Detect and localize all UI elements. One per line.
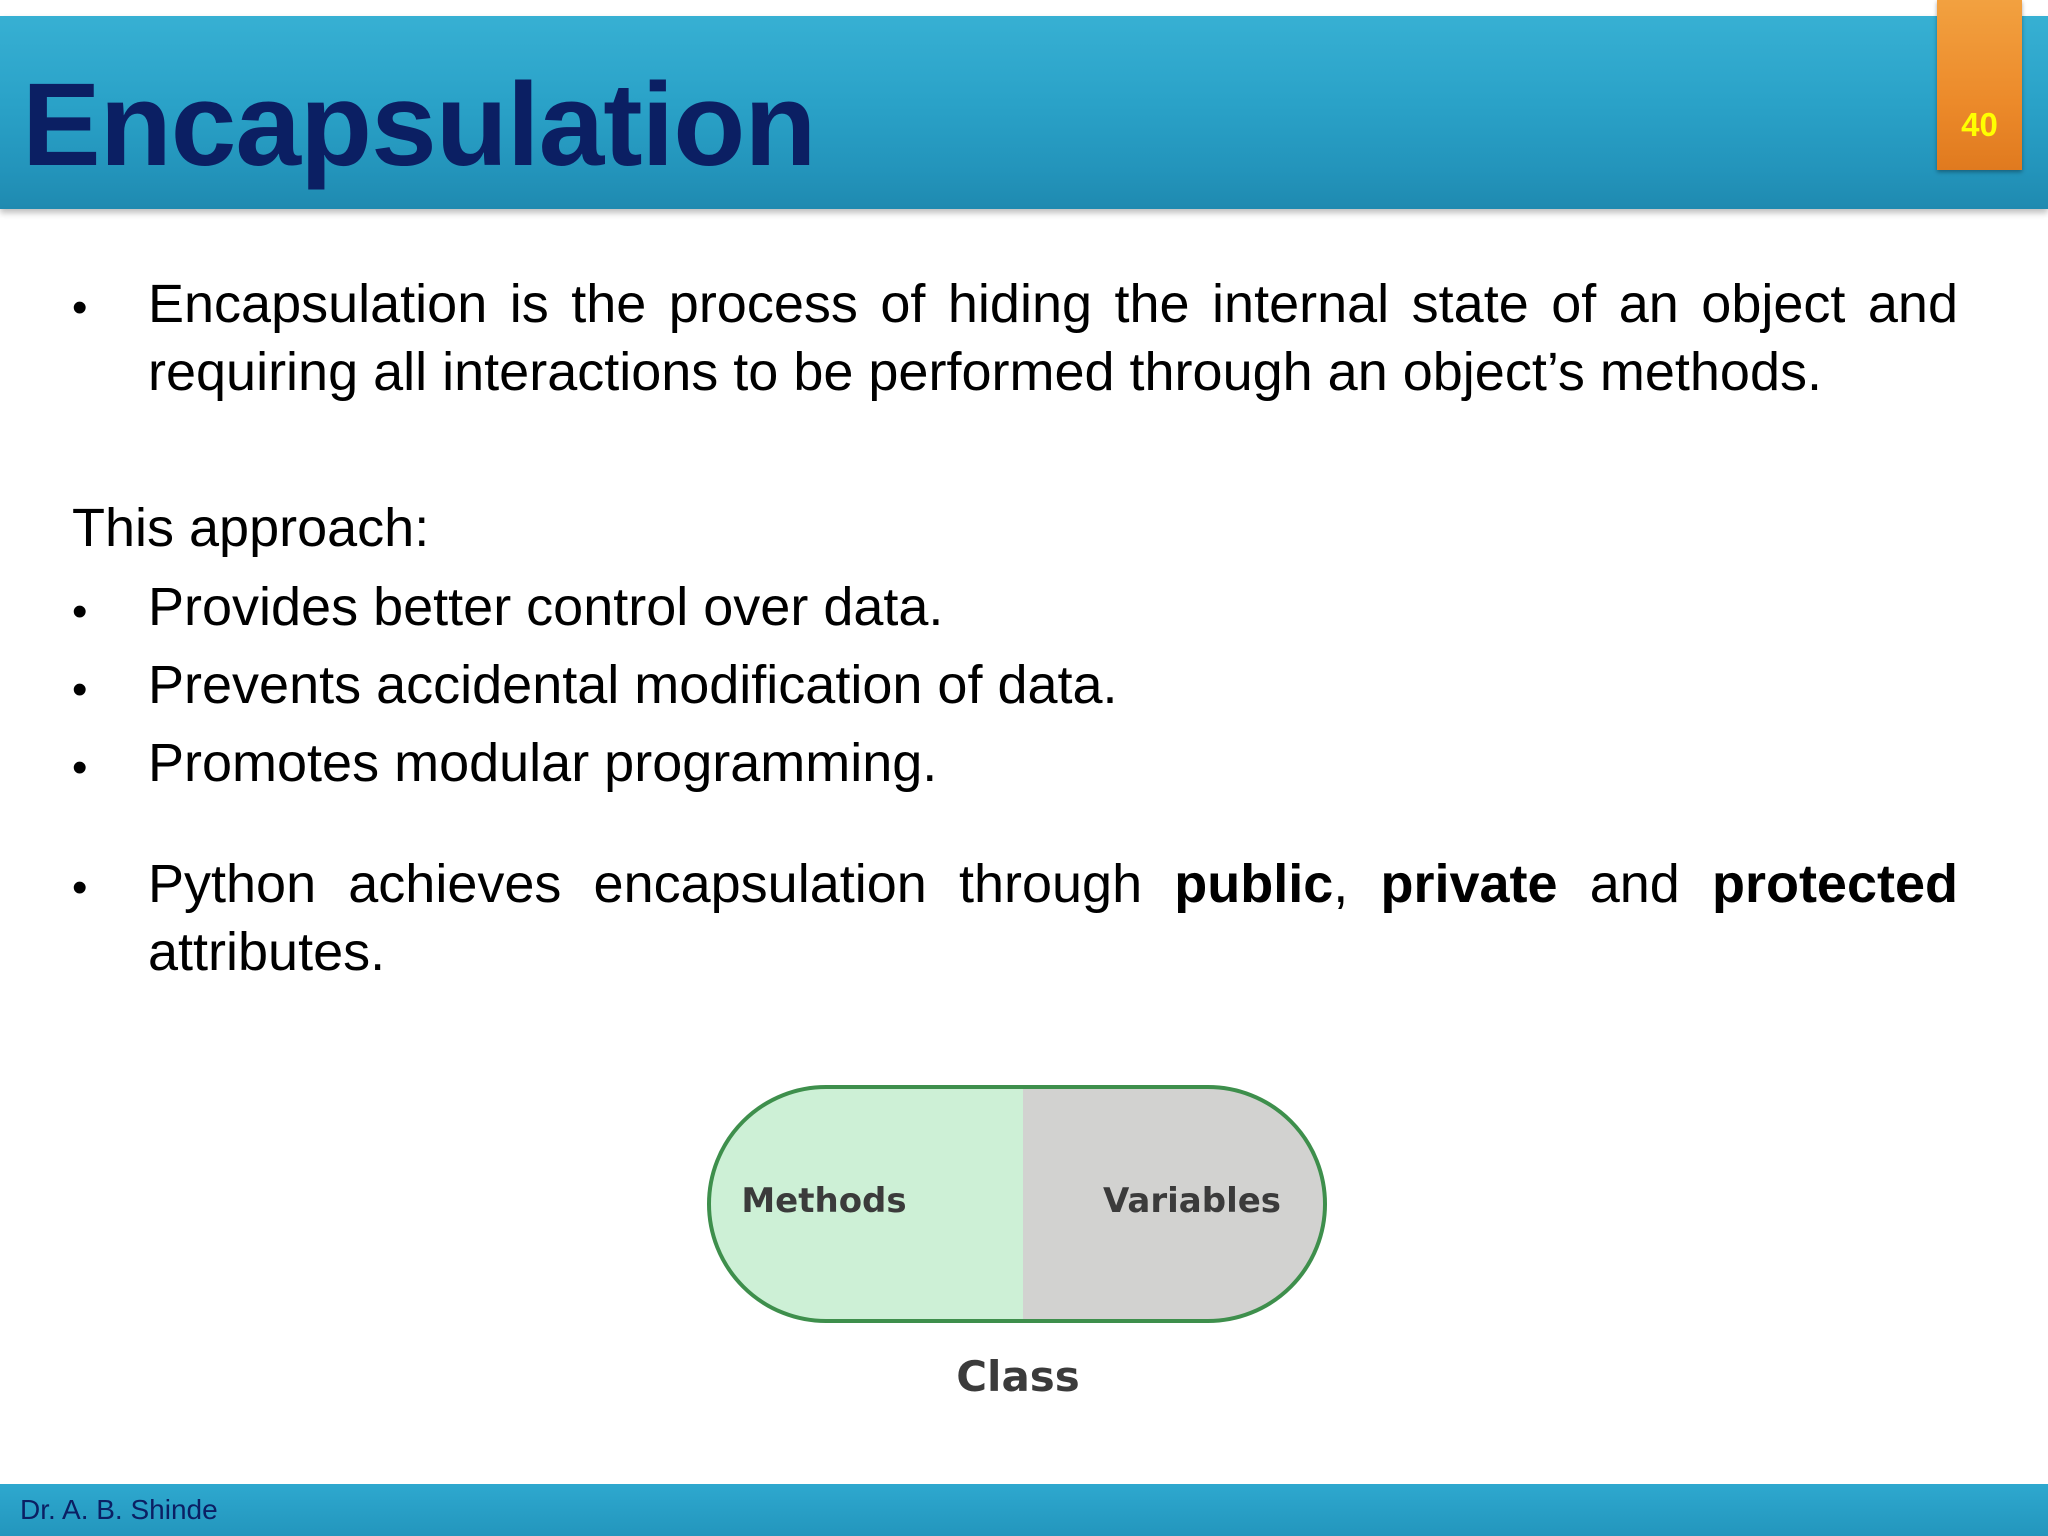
definition-text: Encapsulation is the process of hiding the internal state of an object and requiring all interactions to be performed through an object’s methods. [148,274,1958,402]
python-note-separator: and [1557,854,1712,914]
keyword-private: private [1380,854,1558,914]
python-note-prefix: Python achieves encapsulation through [148,854,1175,914]
keyword-protected: protected [1711,854,1959,914]
bullet-marker: • [72,665,88,714]
bullet-marker: • [72,587,88,636]
footer-bar [0,1484,2048,1536]
bullet-marker: • [72,863,88,912]
page-number: 40 [1961,106,1998,143]
variables-label: Variables [1102,1181,1282,1221]
methods-label: Methods [741,1181,907,1221]
page-number-tab [1937,0,2022,170]
bullet-marker: • [72,283,88,332]
title-bar [0,16,2048,209]
bullet-marker: • [72,743,88,792]
approach-heading: This approach: [72,498,430,558]
python-note-separator: , [1333,854,1381,914]
approach-item: Provides better control over data. [148,577,944,637]
class-capsule-diagram [707,1085,1327,1323]
python-note [148,850,1958,986]
approach-item: Promotes modular programming. [148,733,938,793]
author-credit: Dr. A. B. Shinde [20,1494,218,1525]
slide-title: Encapsulation [22,59,816,191]
diagram-caption: Class [956,1352,1080,1401]
python-note-suffix: attributes. [148,922,386,982]
keyword-public: public [1174,854,1334,914]
approach-item: Prevents accidental modification of data. [148,655,1118,715]
